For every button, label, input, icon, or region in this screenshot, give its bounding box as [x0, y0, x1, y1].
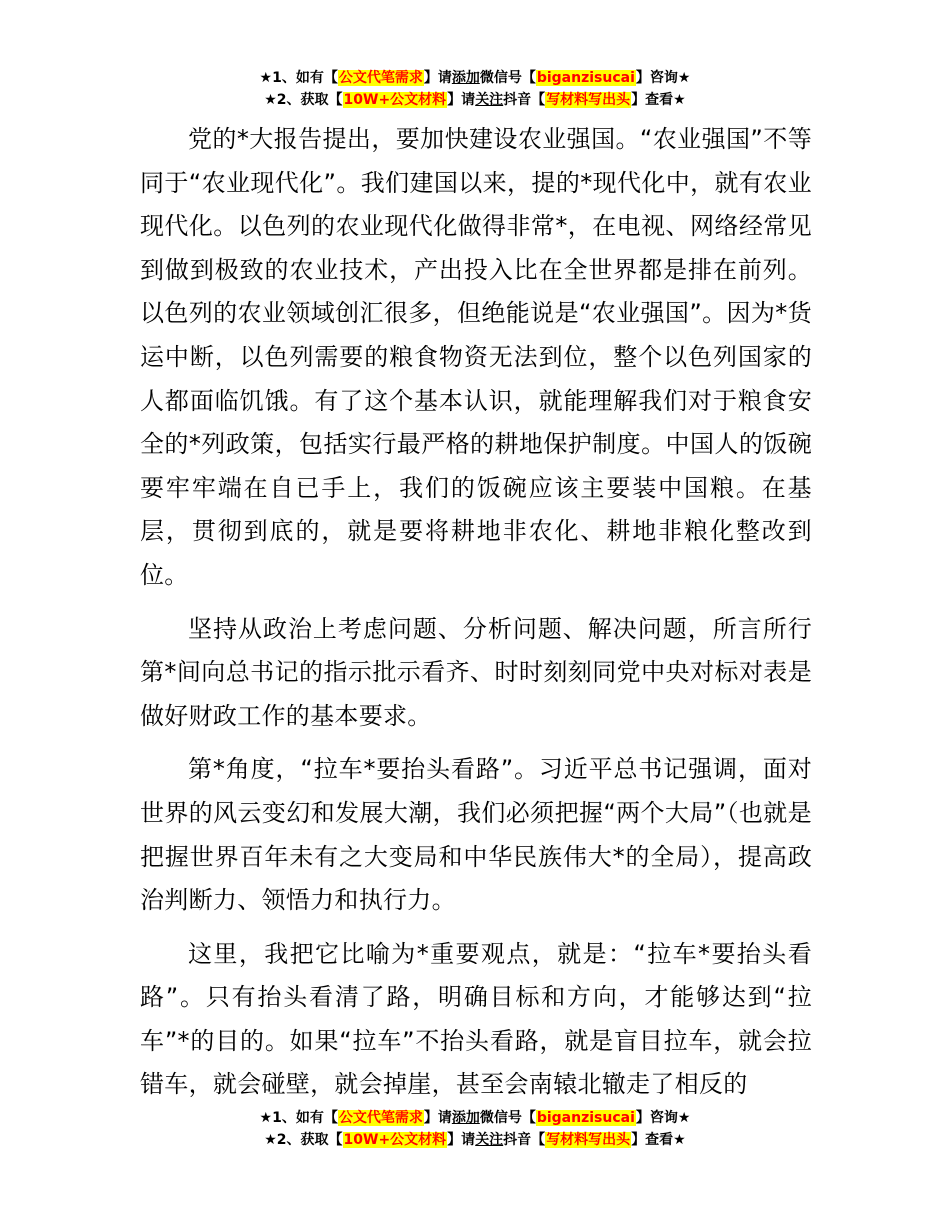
document-body — [140, 118, 812, 1107]
banner-text: ★1、如有【 — [259, 70, 338, 86]
banner-line-2 — [0, 89, 950, 111]
banner-underlined-text: 添加 — [451, 1110, 480, 1126]
header-banner — [0, 67, 950, 111]
banner-text: 抖音【 — [503, 92, 546, 108]
paragraph: 坚持从政治上考虑问题、分析问题、解决问题，所言所行第*间向总书记的指示批示看齐、时时刻刻同党中央对标对表是做好财政工作的基本要求。 — [140, 614, 812, 730]
banner-text: 】查看★ — [631, 92, 686, 108]
banner-text: 微信号【 — [479, 70, 536, 86]
banner-text: 】请 — [423, 1110, 452, 1126]
banner-highlight: 10W+公文材料 — [343, 1132, 447, 1148]
banner-underlined-text: 添加 — [451, 70, 480, 86]
banner-text: 】请 — [447, 92, 476, 108]
banner-text: 抖音【 — [503, 1132, 546, 1148]
banner-highlight: biganzisucai — [536, 1110, 635, 1126]
banner-text: 】请 — [423, 70, 452, 86]
banner-underlined-text: 关注 — [475, 1132, 504, 1148]
banner-text: 】查看★ — [631, 1132, 686, 1148]
paragraph: 党的*大报告提出，要加快建设农业强国。“农业强国”不等同于“农业现代化”。我们建国以来，提的*现代化中，就有农业现代化。以色列的农业现代化做得非常*，在电视、网络经常见到做到极致的农业技术，产出投入比在全世界都是排在前列。以色列的农业领域创汇很多，但绝能说是“农业强国”。因为*货运中断，以色列需要的粮食物资无法到位，整个以色列国家的人都面临饥饿。有了这个基本认识，就能理解我们对于粮食安全的*列政策，包括实行最严格的耕地保护制度。中国人的饭碗要牢牢端在自已手上，我们的饭碗应该主要装中国粮。在基层，贯彻到底的，就是要将耕地非农化、耕地非粮化整改到位。 — [140, 125, 812, 589]
banner-highlight: 公文代笔需求 — [338, 70, 423, 86]
banner-text: ★1、如有【 — [259, 1110, 338, 1126]
banner-text: 】请 — [447, 1132, 476, 1148]
banner-text: 微信号【 — [479, 1110, 536, 1126]
banner-text: ★2、获取【 — [264, 1132, 343, 1148]
paragraph: 这里，我把它比喻为*重要观点，就是：“拉车*要抬头看路”。只有抬头看清了路，明确目标和方向，才能够达到“拉车”*的目的。如果“拉车”不抬头看路，就是盲目拉车，就会拉错车，就会碰壁，就会掉崖，甚至会南辕北辙走了相反的 — [140, 939, 812, 1099]
banner-text: ★2、获取【 — [264, 92, 343, 108]
banner-underlined-text: 关注 — [475, 92, 504, 108]
banner-highlight: 写材料写出头 — [546, 92, 631, 108]
banner-highlight: 写材料写出头 — [546, 1132, 631, 1148]
banner-highlight: 公文代笔需求 — [338, 1110, 423, 1126]
banner-highlight: 10W+公文材料 — [343, 92, 447, 108]
banner-text: 】咨询★ — [635, 70, 691, 86]
banner-highlight: biganzisucai — [536, 70, 635, 86]
paragraph: 第*角度，“拉车*要抬头看路”。习近平总书记强调，面对世界的风云变幻和发展大潮，我们必须把握“两个大局”（也就是把握世界百年未有之大变局和中华民族伟大*的全局），提高政治判断力、领悟力和执行力。 — [140, 755, 812, 915]
banner-line-1 — [0, 1107, 950, 1129]
banner-line-2 — [0, 1129, 950, 1151]
banner-text: 】咨询★ — [635, 1110, 691, 1126]
banner-line-1 — [0, 67, 950, 89]
footer-banner — [0, 1107, 950, 1151]
